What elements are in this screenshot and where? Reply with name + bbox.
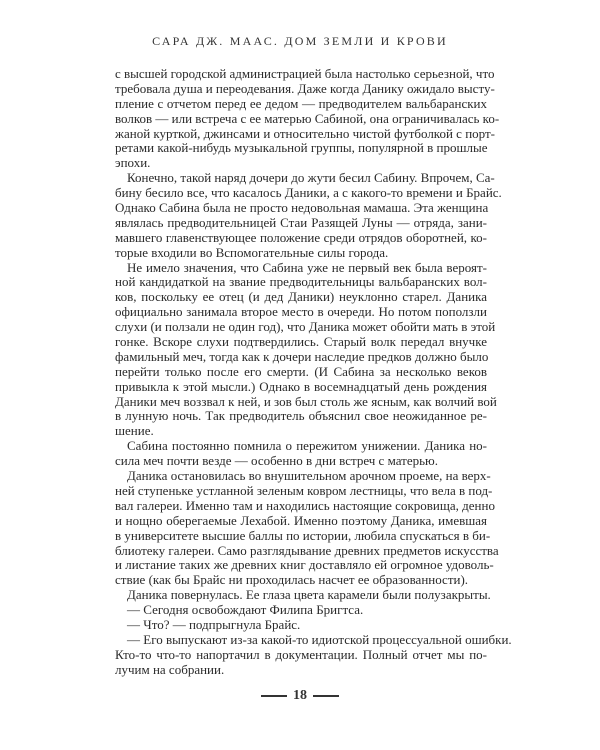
paragraph xyxy=(115,259,497,440)
text-line: привыкла к этой мысли.) Однако в восемнадцатый день рождения xyxy=(115,378,487,394)
text-line: и листание таких же древних книг доставляло ей огромное удоволь- xyxy=(115,557,494,573)
paragraph xyxy=(115,587,491,603)
page-body-text xyxy=(115,66,512,678)
text-line: Сабина постоянно помнила о пережитом унижении. Даника но- xyxy=(127,438,487,454)
text-line: пление с отчетом перед ее дедом — предводителем вальбаранских xyxy=(115,95,487,111)
text-line: вал галереи. Именно там и находились настоящие сокровища, денно xyxy=(115,497,495,513)
text-line: Даника повернулась. Ее глаза цвета карамели были полузакрыты. xyxy=(127,587,491,603)
paragraph xyxy=(115,618,487,633)
text-line: сила меч почти везде — особенно в дни встреч с матерью. xyxy=(115,453,438,469)
text-line: жаной курткой, джинсами и относительно чистой футболкой с порт- xyxy=(115,125,495,141)
text-line: Однако Сабина была не просто недовольная мамаша. Эта женщина xyxy=(115,200,489,216)
text-line: Кто-то что-то напортачил в документации. Полный отчет мы по- xyxy=(115,646,487,662)
text-line: с высшей городской администрацией была настолько серьезной, что xyxy=(115,66,495,81)
text-line: Даника остановилась во внушительном арочном проеме, на верх- xyxy=(127,468,491,484)
text-line: фамильный меч, тогда как к дочери наследие предков должно было xyxy=(115,348,489,364)
page-number-value: 18 xyxy=(293,688,307,703)
text-line: — Его выпускают из-за какой-то идиотской процессуальной ошибки. xyxy=(127,631,512,647)
page-number-dash-left xyxy=(261,695,287,697)
text-line: бину бесило все, что касалось Даники, а с какого-то времени и Брайс. xyxy=(115,185,502,201)
paragraph xyxy=(115,468,499,588)
text-line: ной кандидаткой на звание предводительницы вальбаранских вол- xyxy=(115,274,487,290)
text-line: требовала душа и переодевания. Даже когда Данику ожидало высту- xyxy=(115,80,495,96)
text-line: Даники меч воззвал к ней, и зов был столь же ясным, как волчий вой xyxy=(115,393,497,409)
running-header: САРА ДЖ. МААС. ДОМ ЗЕМЛИ И КРОВИ xyxy=(152,34,448,48)
paragraph xyxy=(115,66,500,171)
text-line: ретами какой-нибудь музыкальной группы, популярной в прошлые xyxy=(115,140,488,156)
text-line: ков, поскольку ее отец (и дед Даники) неуклонно старел. Даника xyxy=(115,289,487,305)
text-line: мавшего главенствующее положение среди отрядов оборотней, ко- xyxy=(115,229,487,245)
text-line: Не имело значения, что Сабина уже не первый век была вероят- xyxy=(127,259,487,275)
text-line: блиотеку галереи. Само разглядывание древних предметов искусства xyxy=(115,542,499,558)
text-line: эпохи. xyxy=(115,155,151,171)
text-line: гонке. Вскоре слухи подтвердились. Старый волк передал внучке xyxy=(115,334,487,350)
text-line: перейти только после его смерти. (И Сабина за несколько веков xyxy=(115,363,487,379)
text-line: официально занимала второе место в очереди. Но потом поползли xyxy=(115,304,487,320)
text-line: волков — или встреча с ее матерью Сабиной, она ограничивалась ко- xyxy=(115,110,500,126)
text-line: — Что? — подпрыгнула Брайс. xyxy=(127,616,301,632)
text-line: ней ступеньке устланной зеленым ковром лестницы, что вела в под- xyxy=(115,482,493,498)
text-line: шение. xyxy=(115,423,154,439)
text-line: являлась предводительницей Стаи Разящей Луны — отряда, зани- xyxy=(115,214,487,230)
page-number xyxy=(0,688,600,704)
paragraph xyxy=(115,631,512,678)
paragraph xyxy=(115,170,502,260)
text-line: в лунную ночь. Так предводитель объяснил свое неожиданное ре- xyxy=(115,408,487,424)
paragraph xyxy=(115,603,487,618)
page-number-dash-right xyxy=(313,695,339,697)
paragraph xyxy=(115,439,487,469)
text-line: ствие (как бы Брайс ни проходилась насчет ее образованности). xyxy=(115,572,469,588)
text-line: и нощно оберегаемые Лехабой. Именно поэтому Даника, имевшая xyxy=(115,512,487,528)
text-line: торые входили во Вспомогательные силы города. xyxy=(115,244,389,260)
text-line: — Сегодня освобождают Филипа Бригтса. xyxy=(127,602,364,618)
text-line: слухи (и ползали не один год), что Даника может обойти мать в этой xyxy=(115,319,496,335)
text-line: Конечно, такой наряд дочери до жути бесил Сабину. Впрочем, Са- xyxy=(127,170,495,186)
text-line: в университете высшие баллы по истории, любила спускаться в би- xyxy=(115,527,491,543)
text-line: лучим на собрании. xyxy=(115,661,225,677)
